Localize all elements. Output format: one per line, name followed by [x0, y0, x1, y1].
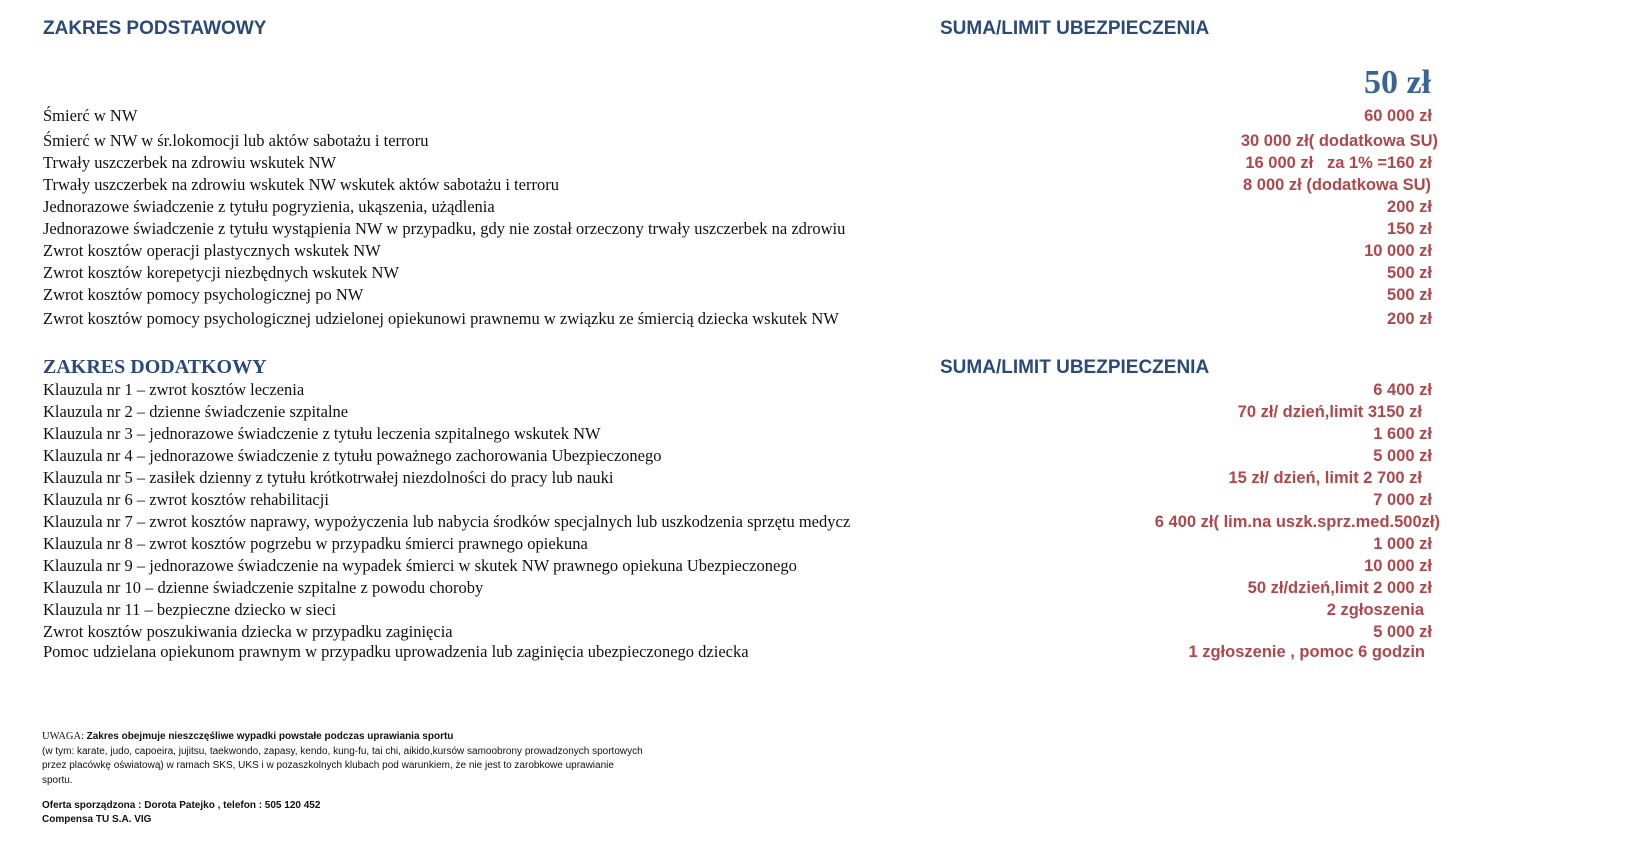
- company-name: Compensa TU S.A. VIG: [42, 814, 152, 825]
- extra-row-value: 6 400 zł: [1373, 381, 1432, 399]
- basic-row-label: Zwrot kosztów operacji plastycznych wskutek NW: [43, 241, 381, 260]
- offer-author: Oferta sporządzona : Dorota Patejko , telefon : 505 120 452: [42, 800, 321, 811]
- basic-row-value: 30 000 zł( dodatkowa SU): [1240, 132, 1438, 150]
- extra-sum-header: SUMA/LIMIT UBEZPIECZENIA: [940, 357, 1210, 378]
- note-line: sportu.: [42, 774, 73, 786]
- extra-row-label: Klauzula nr 10 – dzienne świadczenie szpitalne z powodu choroby: [43, 578, 484, 597]
- extra-row-value: 6 400 zł( lim.na uszk.sprz.med.500zł): [1154, 513, 1440, 531]
- basic-row-label: Jednorazowe świadczenie z tytułu wystąpienia NW w przypadku, gdy nie został orzeczony trwały uszczerbek na zdrowiu: [43, 219, 846, 238]
- extra-row-value: 5 000 zł: [1373, 623, 1432, 641]
- extra-row-value: 50 zł/dzień,limit 2 000 zł: [1247, 579, 1432, 597]
- extra-row-label: Klauzula nr 3 – jednorazowe świadczenie z tytułu leczenia szpitalnego wskutek NW: [43, 424, 601, 443]
- basic-row-value: 16 000 zł za 1% =160 zł: [1245, 154, 1432, 172]
- note-prefix: UWAGA:: [42, 731, 84, 742]
- sport-note: [42, 730, 742, 788]
- extra-row-label: Klauzula nr 8 – zwrot kosztów pogrzebu w przypadku śmierci prawnego opiekuna: [43, 534, 588, 553]
- extra-row-value: 1 zgłoszenie , pomoc 6 godzin: [1188, 643, 1425, 661]
- note-line: (w tym: karate, judo, capoeira, jujitsu, taekwondo, zapasy, kendo, kung-fu, tai chi, aikido,kursów samoobrony prowadzonych sportowych: [42, 745, 643, 757]
- basic-row-label: Trwały uszczerbek na zdrowiu wskutek NW wskutek aktów sabotażu i terroru: [43, 175, 559, 194]
- extra-row-label: Klauzula nr 2 – dzienne świadczenie szpitalne: [43, 402, 349, 421]
- basic-row-label: Jednorazowe świadczenie z tytułu pogryzienia, ukąszenia, użądlenia: [43, 197, 495, 216]
- basic-row-value: 150 zł: [1387, 220, 1432, 238]
- extra-scope-title: ZAKRES DODATKOWY: [43, 356, 267, 378]
- offer-footer: [42, 799, 320, 827]
- extra-row-value: 2 zgłoszenia: [1326, 601, 1424, 619]
- basic-row-label: Śmierć w NW w śr.lokomocji lub aktów sabotażu i terroru: [43, 131, 429, 150]
- basic-row-label: Zwrot kosztów pomocy psychologicznej udzielonej opiekunowi prawnemu w związku ze śmiercią dziecka wskutek NW: [43, 309, 839, 328]
- basic-row-label: Śmierć w NW: [43, 106, 138, 125]
- basic-row-value: 60 000 zł: [1364, 107, 1432, 125]
- basic-scope-title: ZAKRES PODSTAWOWY: [43, 18, 267, 39]
- basic-row-value: 200 zł: [1387, 198, 1432, 216]
- extra-row-label: Klauzula nr 4 – jednorazowe świadczenie z tytułu poważnego zachorowania Ubezpieczonego: [43, 446, 662, 465]
- extra-row-value: 10 000 zł: [1364, 557, 1432, 575]
- extra-row-value: 70 zł/ dzień,limit 3150 zł: [1237, 403, 1422, 421]
- basic-row-label: Zwrot kosztów pomocy psychologicznej po NW: [43, 285, 364, 304]
- basic-row-value: 200 zł: [1387, 310, 1432, 328]
- note-line: przez placówkę oświatową) w ramach SKS, UKS i w pozaszkolnych klubach pod warunkiem, że nie jest to zarobkowe uprawianie: [42, 760, 614, 771]
- extra-row-label: Klauzula nr 7 – zwrot kosztów naprawy, wypożyczenia lub nabycia środków specjalnych lub uszkodzenia sprzętu medycz: [43, 512, 851, 531]
- basic-row-value: 10 000 zł: [1364, 242, 1432, 260]
- extra-row-label: Klauzula nr 9 – jednorazowe świadczenie na wypadek śmierci w skutek NW prawnego opiekuna Ubezpieczonego: [43, 556, 797, 575]
- basic-sum-header: SUMA/LIMIT UBEZPIECZENIA: [940, 18, 1210, 39]
- note-heading: [42, 730, 742, 745]
- extra-row-value: 1 600 zł: [1373, 425, 1432, 443]
- extra-row-value: 1 000 zł: [1373, 535, 1432, 553]
- basic-row-value: 8 000 zł (dodatkowa SU): [1243, 176, 1431, 194]
- extra-row-value: 5 000 zł: [1373, 447, 1432, 465]
- basic-row-value: 500 zł: [1387, 264, 1432, 282]
- extra-row-value: 7 000 zł: [1373, 491, 1432, 509]
- extra-row-label: Klauzula nr 6 – zwrot kosztów rehabilitacji: [43, 490, 329, 509]
- basic-row-label: Zwrot kosztów korepetycji niezbędnych wskutek NW: [43, 263, 400, 282]
- extra-row-label: Zwrot kosztów poszukiwania dziecka w przypadku zaginięcia: [43, 622, 453, 641]
- note-head-text: Zakres obejmuje nieszczęśliwe wypadki powstałe podczas uprawiania sportu: [86, 731, 454, 742]
- extra-row-label: Klauzula nr 11 – bezpieczne dziecko w sieci: [43, 600, 337, 619]
- basic-row-label: Trwały uszczerbek na zdrowiu wskutek NW: [43, 153, 337, 172]
- extra-row-value: 15 zł/ dzień, limit 2 700 zł: [1228, 469, 1422, 487]
- extra-row-label: Pomoc udzielana opiekunom prawnym w przypadku uprowadzenia lub zaginięcia ubezpieczonego dziecka: [43, 642, 749, 661]
- extra-row-label: Klauzula nr 1 – zwrot kosztów leczenia: [43, 380, 305, 399]
- premium-price: 50 zł: [1363, 64, 1431, 101]
- basic-row-value: 500 zł: [1387, 286, 1432, 304]
- extra-row-label: Klauzula nr 5 – zasiłek dzienny z tytułu krótkotrwałej niezdolności do pracy lub nauki: [43, 468, 614, 487]
